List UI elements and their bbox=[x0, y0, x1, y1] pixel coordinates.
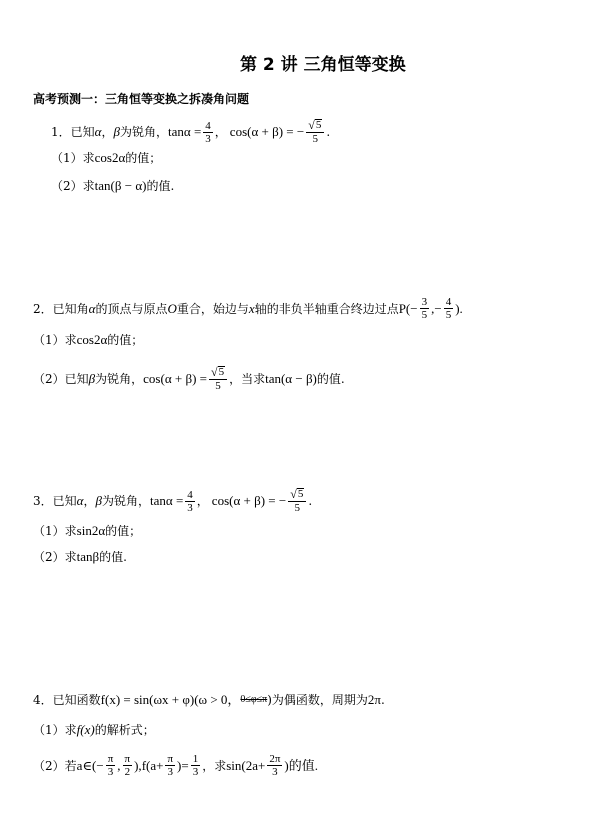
problem-4-stem bbox=[33, 692, 385, 708]
part-label: （1） bbox=[33, 333, 65, 347]
part-text: 的值. bbox=[146, 179, 175, 193]
stem-text: 的顶点与原点 bbox=[95, 301, 168, 316]
part-text: ，当求 bbox=[229, 372, 266, 386]
section-title: 高考预测一：三角恒等变换之拆凑角问题 bbox=[33, 92, 250, 106]
fraction-numerator: 2π bbox=[269, 753, 281, 765]
math-expression: 2π bbox=[367, 692, 381, 707]
fraction bbox=[165, 753, 175, 778]
x-variable: x bbox=[248, 300, 255, 316]
fraction-numerator: 1 bbox=[192, 753, 199, 765]
fraction bbox=[306, 119, 324, 145]
part-label: （2） bbox=[51, 179, 83, 193]
part-text: 求 bbox=[82, 179, 95, 193]
math-expression: tanα = bbox=[168, 124, 202, 139]
stem-text: 轴的非负半轴重合终边过点 bbox=[254, 301, 399, 316]
fraction-numerator: √ 5 bbox=[288, 488, 306, 502]
math-expression: cos2α bbox=[94, 150, 126, 165]
fraction-numerator: π bbox=[124, 753, 131, 765]
fraction bbox=[267, 753, 282, 778]
punctuation: ， bbox=[101, 125, 114, 139]
punctuation: ， bbox=[214, 125, 227, 139]
fraction-denominator: 5 bbox=[445, 309, 452, 321]
fraction-numerator: 4 bbox=[187, 488, 193, 501]
math-expression: ), bbox=[134, 757, 142, 773]
punctuation: . bbox=[380, 693, 385, 707]
fraction bbox=[191, 753, 201, 778]
fraction bbox=[203, 120, 213, 145]
math-expression: ). bbox=[455, 300, 463, 316]
problem-1-part-2 bbox=[51, 178, 174, 194]
stem-text: 为锐角， bbox=[101, 494, 150, 508]
fraction-denominator: 5 bbox=[294, 502, 301, 514]
fraction bbox=[185, 489, 195, 514]
stem-text: 已知 bbox=[52, 494, 77, 508]
part-text: 的值； bbox=[107, 333, 144, 347]
fraction-denominator: 3 bbox=[192, 766, 199, 778]
radicand: 5 bbox=[218, 366, 225, 378]
problem-4-part-2 bbox=[33, 753, 318, 778]
stem-text: 已知函数 bbox=[52, 693, 101, 707]
math-expression: P(− bbox=[398, 300, 418, 316]
fraction-numerator: π bbox=[107, 753, 114, 765]
problem-2-part-2 bbox=[33, 366, 345, 392]
math-expression: , bbox=[117, 757, 121, 773]
fraction bbox=[444, 296, 454, 321]
fraction-denominator: 3 bbox=[205, 132, 211, 145]
part-text: 求 bbox=[64, 550, 77, 564]
part-text: 为锐角， bbox=[95, 372, 144, 386]
problem-3-stem bbox=[33, 488, 312, 514]
fraction-numerator: 4 bbox=[445, 296, 452, 308]
math-expression: sin2α bbox=[76, 523, 106, 538]
math-expression: ,− bbox=[431, 300, 442, 316]
radicand: 5 bbox=[315, 119, 322, 131]
problem-number: 3． bbox=[33, 494, 53, 508]
part-text: 的解析式； bbox=[94, 723, 155, 737]
math-expression: tanβ bbox=[76, 549, 100, 564]
part-text: 求 bbox=[82, 151, 95, 165]
fraction bbox=[106, 753, 116, 778]
problem-number: 2． bbox=[33, 301, 53, 316]
punctuation: ， bbox=[196, 494, 209, 508]
fraction-numerator: 4 bbox=[205, 119, 211, 132]
alpha-symbol: α bbox=[94, 124, 102, 139]
problem-3-part-2 bbox=[33, 549, 127, 565]
origin-symbol: O bbox=[167, 300, 177, 316]
fraction-denominator: 5 bbox=[215, 380, 221, 392]
fraction-denominator: 5 bbox=[312, 133, 319, 145]
math-expression: f(x) = sin(ωx + φ)(ω > 0， bbox=[100, 692, 241, 707]
part-text: 的值. bbox=[99, 550, 127, 564]
problem-2-stem bbox=[33, 296, 463, 321]
part-text: 的值； bbox=[125, 151, 162, 165]
part-text: 已知 bbox=[64, 372, 89, 386]
alpha-symbol: α bbox=[88, 300, 96, 316]
alpha-symbol: α bbox=[76, 493, 84, 508]
fraction bbox=[209, 366, 227, 392]
fraction-denominator: 5 bbox=[421, 309, 428, 321]
problem-2-part-1 bbox=[33, 332, 143, 348]
beta-symbol: β bbox=[88, 371, 96, 386]
stem-text: 重合，始边与 bbox=[176, 301, 249, 316]
problem-number: 1． bbox=[51, 125, 71, 139]
fraction bbox=[123, 753, 133, 778]
beta-symbol: β bbox=[95, 493, 102, 508]
punctuation: . bbox=[308, 494, 313, 508]
fraction-numerator: 3 bbox=[421, 296, 428, 308]
fraction bbox=[420, 296, 430, 321]
punctuation: ， bbox=[83, 494, 96, 508]
stem-text: 已知 bbox=[70, 125, 95, 139]
fraction-denominator: 3 bbox=[167, 766, 173, 778]
math-expression: )的值. bbox=[284, 757, 318, 773]
math-expression: tan(β − α) bbox=[94, 178, 147, 193]
math-expression: f(a+ bbox=[141, 757, 164, 773]
fraction-denominator: 3 bbox=[107, 766, 114, 778]
fraction-denominator: 3 bbox=[187, 501, 193, 514]
problem-1-part-1 bbox=[51, 150, 161, 166]
math-expression: tan(α − β) bbox=[265, 371, 317, 386]
part-text: 求 bbox=[64, 524, 77, 538]
math-expression: sin(2a+ bbox=[226, 757, 266, 773]
stem-text: )为偶函数，周期为 bbox=[267, 693, 368, 707]
part-label: （2） bbox=[33, 550, 65, 564]
part-text: 若 bbox=[64, 758, 77, 773]
fraction-denominator: 2 bbox=[124, 766, 131, 778]
stem-text: 为锐角， bbox=[119, 125, 168, 139]
problem-4-part-1 bbox=[33, 722, 155, 738]
math-expression: cos(α + β) = − bbox=[229, 124, 305, 139]
fraction-numerator: π bbox=[167, 753, 174, 765]
part-text: 求 bbox=[64, 723, 77, 737]
problem-3-part-1 bbox=[33, 523, 141, 539]
math-expression: cos(α + β) = bbox=[143, 371, 207, 386]
beta-symbol: β bbox=[113, 124, 120, 139]
radicand: 5 bbox=[297, 488, 304, 500]
part-label: （1） bbox=[33, 524, 65, 538]
page-title: 第 2 讲 三角恒等变换 bbox=[240, 55, 406, 75]
fraction-numerator: √ 5 bbox=[209, 366, 227, 380]
stem-text: 已知角 bbox=[52, 301, 89, 316]
math-expression: tanα = bbox=[150, 493, 184, 508]
part-text: 的值； bbox=[105, 524, 142, 538]
fraction-numerator: √ 5 bbox=[306, 119, 324, 133]
part-label: （2） bbox=[33, 372, 65, 386]
problem-1-stem bbox=[51, 119, 330, 145]
problem-number: 4． bbox=[33, 693, 53, 707]
part-label: （1） bbox=[51, 151, 83, 165]
math-expression: cos2α bbox=[76, 332, 108, 347]
math-expression: )= bbox=[177, 757, 189, 773]
part-label: （2） bbox=[33, 758, 65, 773]
part-text: 的值. bbox=[316, 372, 345, 386]
math-expression: a∈(− bbox=[76, 757, 104, 773]
fraction-denominator: 3 bbox=[272, 766, 278, 778]
part-text: 求 bbox=[64, 333, 77, 347]
math-expression: cos(α + β) = − bbox=[211, 493, 287, 508]
math-expression: f(x) bbox=[76, 722, 95, 737]
part-label: （1） bbox=[33, 723, 65, 737]
punctuation: . bbox=[326, 125, 331, 139]
part-text: ，求 bbox=[202, 758, 227, 773]
math-expression: 0≤φ≤π bbox=[240, 694, 268, 705]
fraction bbox=[288, 488, 306, 514]
